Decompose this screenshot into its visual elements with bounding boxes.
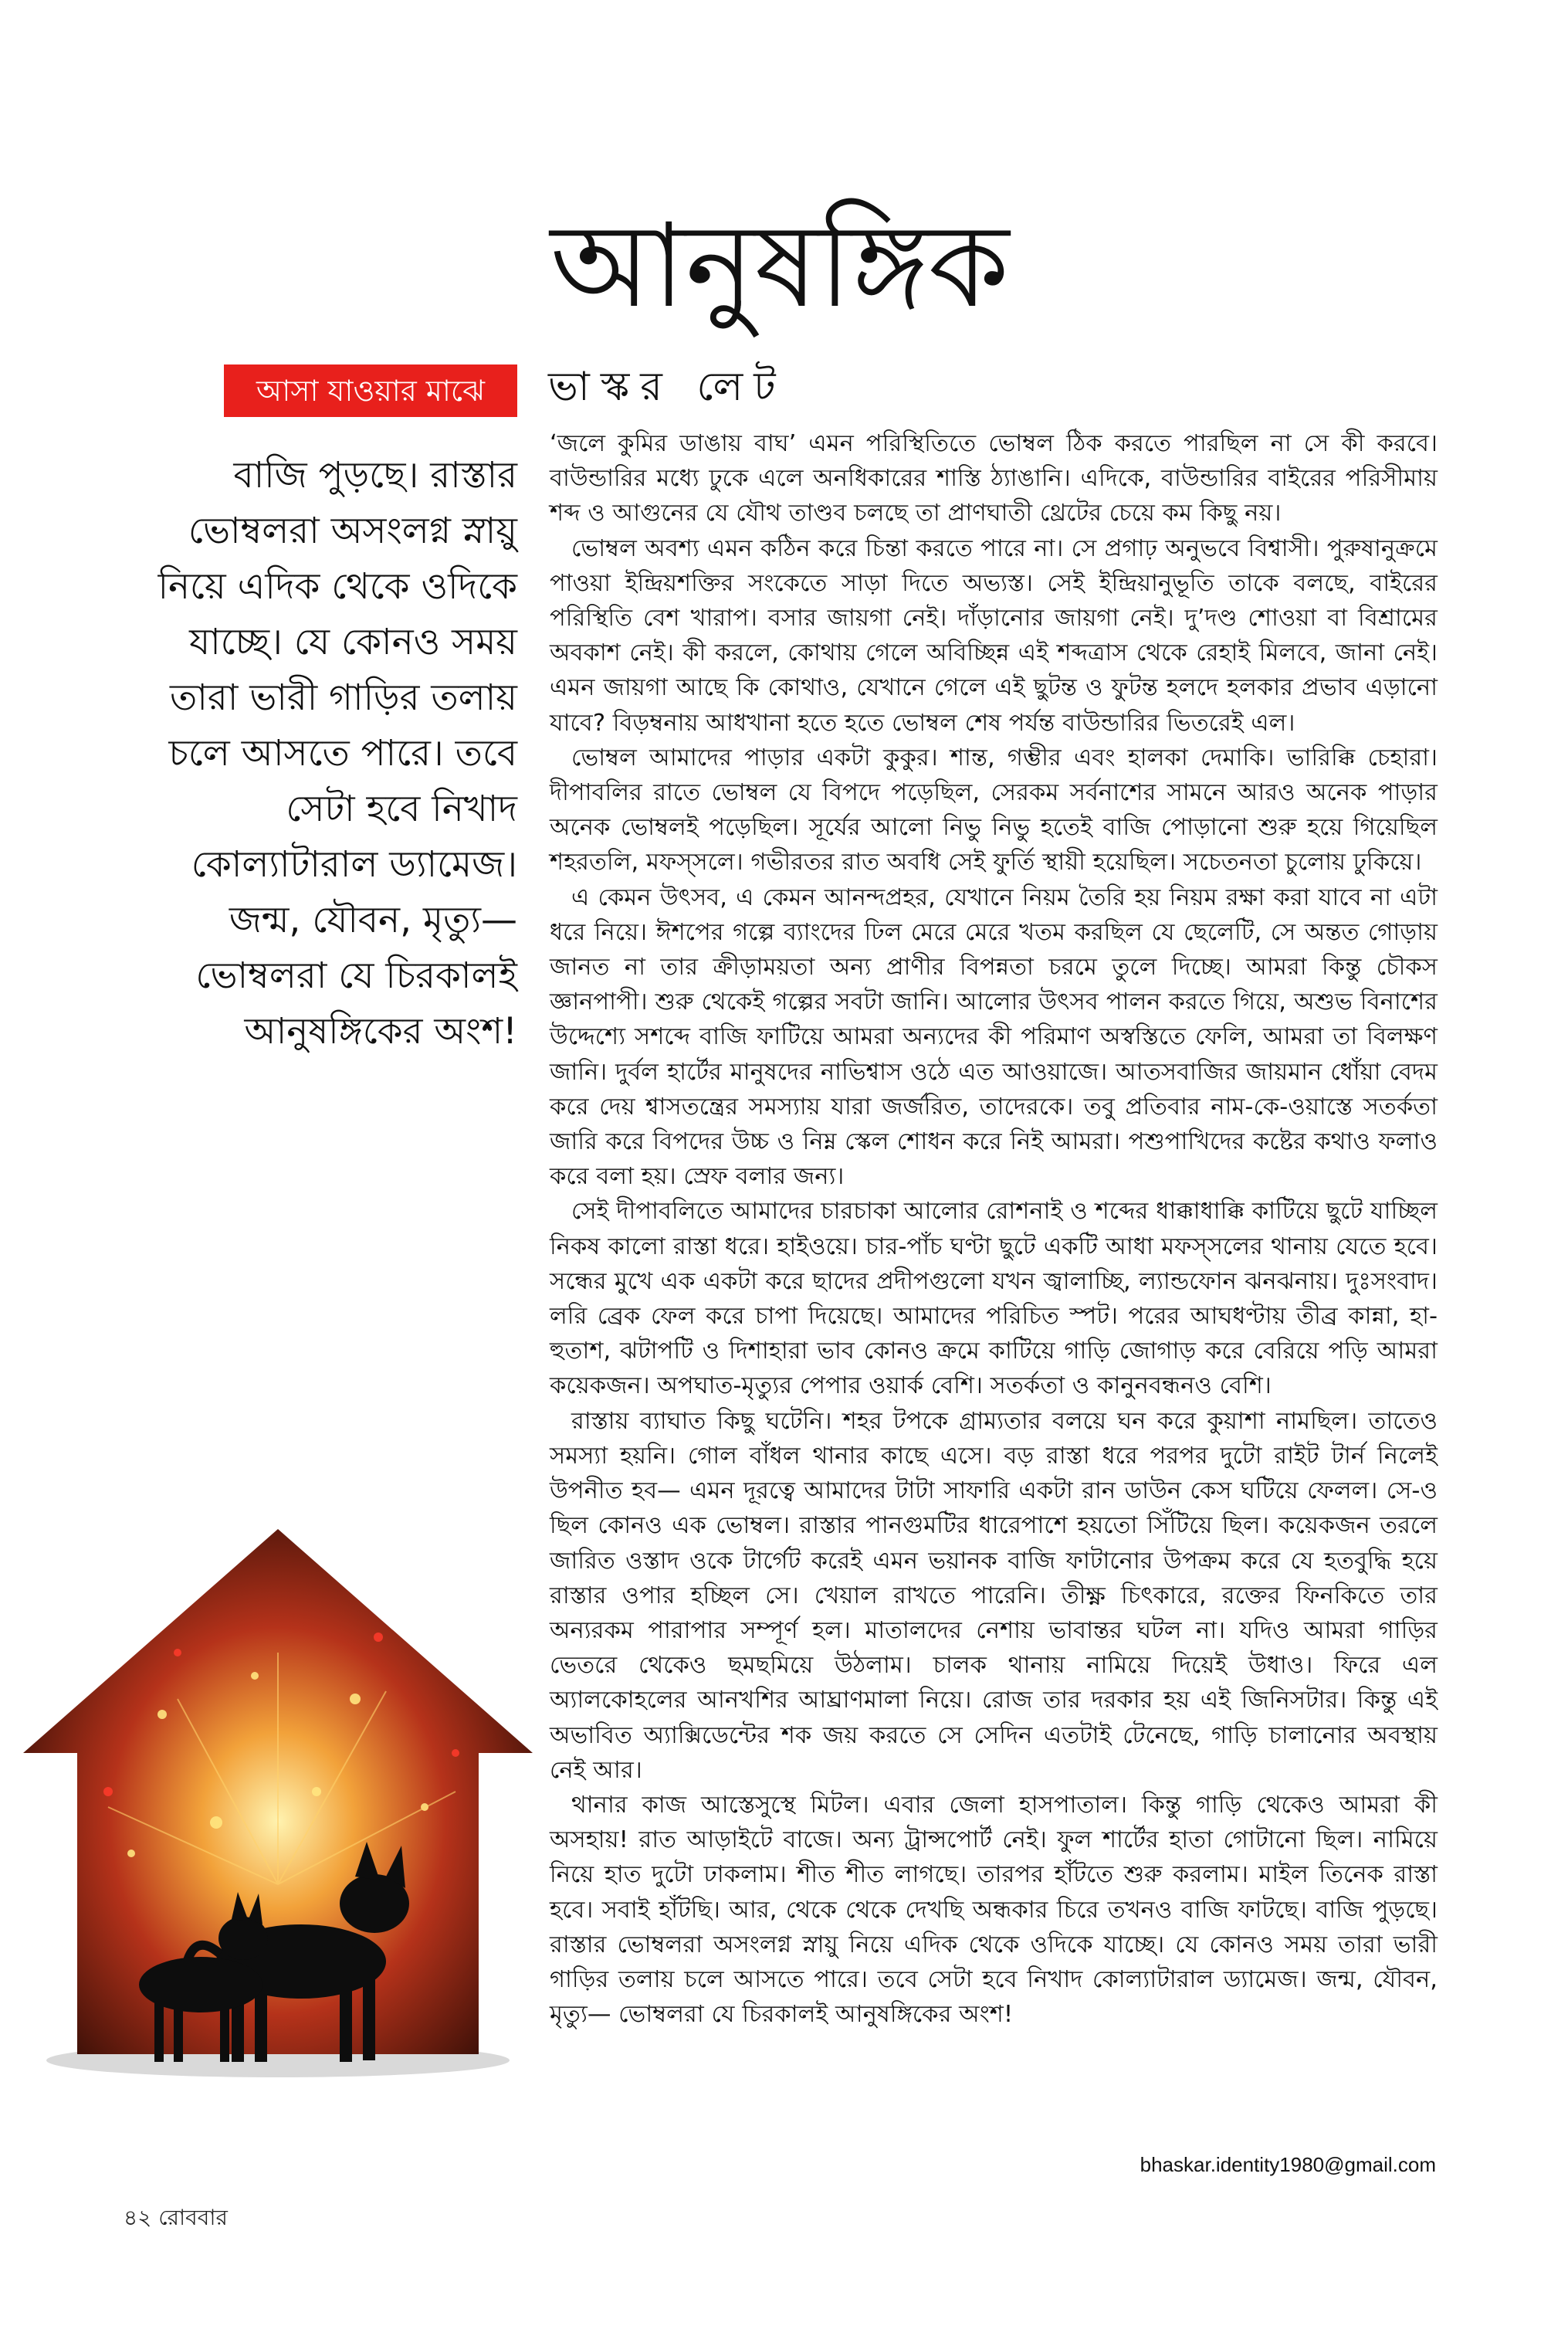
article-body: [550, 426, 1438, 2032]
house-fireworks-dogs-icon: [23, 1498, 533, 2085]
section-tag: আসা যাওয়ার মাঝে: [224, 364, 517, 417]
paragraph: থানার কাজ আস্তেসুস্থে মিটল। এবার জেলা হাসপাতাল। কিন্তু গাড়ি থেকেও আমরা কী অসহায়! রাত আড়াইটে বাজে। অন্য ট্রান্সপোর্ট নেই। ফুল শার্টের হাতা গোটানো ছিল। নামিয়ে নিয়ে হাত দুটো ঢাকলাম। শীত শীত লাগছে। তারপর হাঁটতে শুরু করলাম। মাইল তিনেক রাস্তা হবে। সবাই হাঁটছি। আর, থেকে থেকে দেখছি অন্ধকার চিরে তখনও বাজি ফাটছে। বাজি পুড়ছে। রাস্তার ভোম্বলরা অসংলগ্ন স্নায়ু নিয়ে এদিক থেকে ওদিকে যাচ্ছে। যে কোনও সময় তারা ভারী গাড়ির তলায় চলে আসতে পারে। তবে সেটা হবে নিখাদ কোল্যাটারাল ড্যামেজ। জন্ম, যৌবন, মৃত্যু— ভোম্বলরা যে চিরকালই আনুষঙ্গিকের অংশ!: [550, 1791, 1438, 2029]
article-title: আনুষঙ্গিক: [550, 199, 1010, 334]
paragraph: ভোম্বল আমাদের পাড়ার একটা কুকুর। শান্ত, গম্ভীর এবং হালকা দেমাকি। ভারিক্কি চেহারা। দীপাবলির রাতে ভোম্বল যে বিপদে পড়েছিল, সেরকম সর্বনাশের সামনে আরও অনেক পাড়ার অনেক ভোম্বলই পড়েছিল। সূর্যের আলো নিভু নিভু হতেই বাজি পোড়ানো শুরু হয়ে গিয়েছিল শহরতলি, মফস্সলে। গভীরতর রাত অবধি সেই ফুর্তি স্থায়ী হয়েছিল। সচেতনতা চুলোয় ঢুকিয়ে।: [550, 744, 1438, 876]
author-email: bhaskar.identity1980@gmail.com: [1140, 2153, 1436, 2176]
paragraph: রাস্তায় ব্যাঘাত কিছু ঘটেনি। শহর টপকে গ্রাম্যতার বলয়ে ঘন করে কুয়াশা নামছিল। তাতেও সমস্যা হয়নি। গোল বাঁধল থানার কাছে এসে। বড় রাস্তা ধরে পরপর দুটো রাইট টার্ন নিলেই উপনীত হব— এমন দূরত্বে আমাদের টাটা সাফারি একটা রান ডাউন কেস ঘটিয়ে ফেলল। সে-ও ছিল কোনও এক ভোম্বল। রাস্তার পানগুমটির ধারেপাশে হয়তো সিঁটিয়ে ছিল। কয়েকজন তরলে জারিত ওস্তাদ ওকে টার্গেট করেই এমন ভয়ানক বাজি ফাটানোর উপক্রম করে যে হতবুদ্ধি হয়ে রাস্তার ওপার হচ্ছিল সে। খেয়াল রাখতে পারেনি। তীক্ষ্ণ চিৎকারে, রক্তের ফিনকিতে তার অন্যরকম পারাপার সম্পূর্ণ হল। মাতালদের নেশায় ভাবান্তর ঘটল না। যদিও আমরা গাড়ির ভেতরে থেকেও ছমছমিয়ে উঠলাম। চালক থানায় নামিয়ে দিয়েই উধাও। ফিরে এল অ্যালকোহলের আনখশির আঘ্রাণমালা নিয়ে। রোজ তার দরকার হয় এই জিনিসটার। কিন্তু এই অভাবিত অ্যাক্সিডেন্টের শক জয় করতে সে সেদিন এতটাই টেনেছে, গাড়ি চালানোর অবস্থায় নেই আর।: [550, 1407, 1438, 1784]
paragraph: ভোম্বল অবশ্য এমন কঠিন করে চিন্তা করতে পারে না। সে প্রগাঢ় অনুভবে বিশ্বাসী। পুরুষানুক্রমে পাওয়া ইন্দ্রিয়শক্তির সংকেতে সাড়া দিতে অভ্যস্ত। সেই ইন্দ্রিয়ানুভূতি তাকে বলছে, বাইরের পরিস্থিতি বেশ খারাপ। বসার জায়গা নেই। দাঁড়ানোর জায়গা নেই। দু’দণ্ড শোওয়া বা বিশ্রামের অবকাশ নেই। কী করলে, কোথায় গেলে অবিচ্ছিন্ন এই শব্দত্রাস থেকে রেহাই মিলবে, জানা নেই। এমন জায়গা আছে কি কোথাও, যেখানে গেলে এই ছুটন্ত ও ফুটন্ত হলদে হলকার প্রভাব এড়ানো যাবে? বিড়ম্বনায় আধখানা হতে হতে ভোম্বল শেষ পর্যন্ত বাউন্ডারির ভিতরেই এল।: [550, 534, 1438, 737]
paragraph: এ কেমন উৎসব, এ কেমন আনন্দপ্রহর, যেখানে নিয়ম তৈরি হয় নিয়ম রক্ষা করা যাবে না এটা ধরে নিয়ে। ঈশপের গল্পে ব্যাংদের ঢিল মেরে মেরে খতম করছিল যে ছেলেটি, সে অন্তত গোড়ায় জানত না তার ক্রীড়াময়তা অন্য প্রাণীর বিপন্নতা চরমে তুলে দিচ্ছে। আমরা কিন্তু চৌকস জ্ঞানপাপী। শুরু থেকেই গল্পের সবটা জানি। আলোর উৎসব পালন করতে গিয়ে, অশুভ বিনাশের উদ্দেশ্যে সশব্দে বাজি ফাটিয়ে আমরা অন্যদের কী পরিমাণ অস্বস্তিতে ফেলি, আমরা তা বিলক্ষণ জানি। দুর্বল হার্টের মানুষদের নাভিশ্বাস ওঠে এত আওয়াজে। আতসবাজির জায়মান ধোঁয়া বেদম করে দেয় শ্বাসতন্ত্রের সমস্যায় যারা জর্জরিত, তাদেরকে। তবু প্রতিবার নাম-কে-ওয়াস্তে সতর্কতা জারি করে বিপদের উচ্চ ও নিম্ন স্কেল শোধন করে নিই আমরা। পশুপাখিদের কষ্টের কথাও ফলাও করে বলা হয়। স্রেফ বলার জন্য।: [550, 883, 1438, 1191]
pull-quote: [131, 448, 517, 1060]
paragraph: সেই দীপাবলিতে আমাদের চারচাকা আলোর রোশনাই ও শব্দের ধাক্কাধাক্কি কাটিয়ে ছুটে যাচ্ছিল নিকষ কালো রাস্তা ধরে। হাইওয়ে। চার-পাঁচ ঘণ্টা ছুটে একটি আধা মফস্সলের থানায় যেতে হবে। সন্ধের মুখে এক একটা করে ছাদের প্রদীপগুলো যখন জ্বালাচ্ছি, ল্যান্ডফোন ঝনঝনায়। দুঃসংবাদ। লরি ব্রেক ফেল করে চাপা দিয়েছে। আমাদের পরিচিত স্পট। পরের আঘধণ্টায় তীব্র কান্না, হা-হুতাশ, ঝটাপটি ও দিশাহারা ভাব কোনও ক্রমে কাটিয়ে গাড়ি জোগাড় করে বেরিয়ে পড়ি আমরা কয়েকজন। অপঘাত-মৃত্যুর পেপার ওয়ার্ক বেশি। সতর্কতা ও কানুনবন্ধনও বেশি।: [550, 1198, 1438, 1400]
author-byline: ভাস্কর লেট: [548, 364, 787, 410]
pull-quote-text: বাজি পুড়ছে। রাস্তার ভোম্বলরা অসংলগ্ন স্নায়ু নিয়ে এদিক থেকে ওদিকে যাচ্ছে। যে কোনও সময় তারা ভারী গাড়ির তলায় চলে আসতে পারে। তবে সেটা হবে নিখাদ কোল্যাটারাল ড্যামেজ। জন্ম, যৌবন, মৃত্যু— ভোম্বলরা যে চিরকালই আনুষঙ্গিকের অংশ!: [157, 454, 517, 1053]
page-footer: ৪২ রোববার: [124, 2205, 228, 2230]
paragraph: ‘জলে কুমির ডাঙায় বাঘ’ এমন পরিস্থিতিতে ভোম্বল ঠিক করতে পারছিল না সে কী করবে। বাউন্ডারির মধ্যে ঢুকে এলে অনধিকারের শাস্তি ঠ্যাঙানি। এদিকে, বাউন্ডারির বাইরের পরিসীমায় শব্দ ও আগুনের যে যৌথ তাণ্ডব চলছে তা প্রাণঘাতী থ্রেটের চেয়ে কম কিছু নয়।: [550, 430, 1438, 527]
